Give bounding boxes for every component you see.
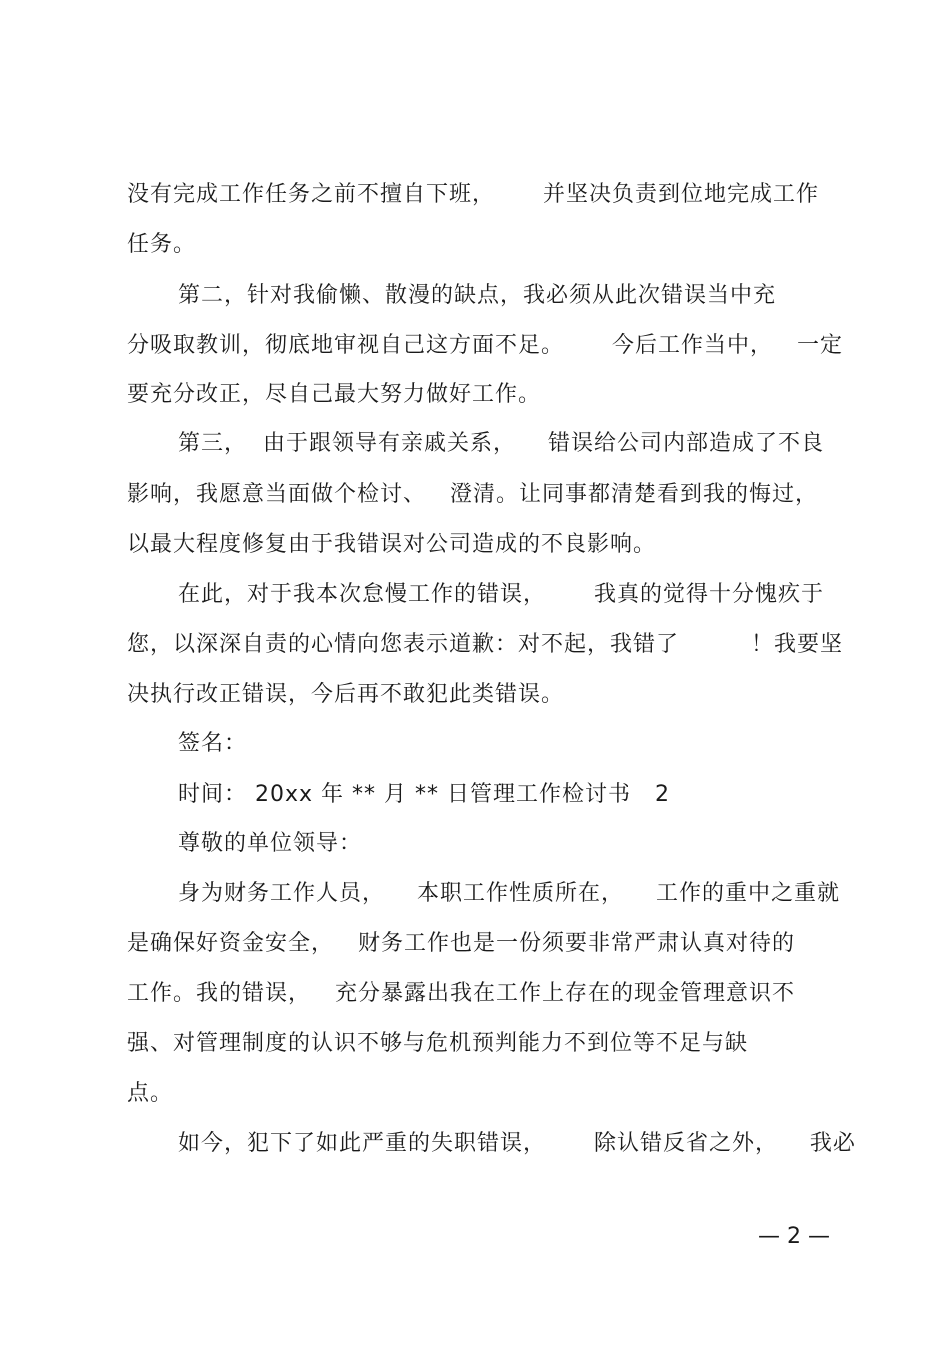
text-line-19: 点。 [127, 1081, 174, 1106]
text-line-4: 分吸取教训，彻底地审视自己这方面不足。 今后工作当中， 一定 [127, 333, 843, 358]
text-line-20: 如今，犯下了如此严重的失职错误， 除认错反省之外， 我必 [178, 1131, 856, 1156]
page-number: — 2 — [758, 1224, 830, 1249]
text-line-5: 要充分改正，尽自己最大努力做好工作。 [127, 382, 542, 407]
text-line-17: 工作。我的错误， 充分暴露出我在工作上存在的现金管理意识不 [127, 981, 795, 1006]
date-line: 时间： 20xx 年 ** 月 ** 日管理工作检讨书 2 [178, 782, 670, 807]
text-line-16: 是确保好资金安全， 财务工作也是一份须要非常严肃认真对待的 [127, 931, 795, 956]
text-line-11: 决执行改正错误，今后再不敢犯此类错误。 [127, 682, 565, 707]
text-line-6: 第三， 由于跟领导有亲戚关系， 错误给公司内部造成了不良 [178, 431, 824, 456]
text-line-3: 第二，针对我偷懒、散漫的缺点，我必须从此次错误当中充 [178, 283, 777, 308]
text-line-1: 没有完成工作任务之前不擅自下班， 并坚决负责到位地完成工作 [127, 182, 819, 207]
text-line-9: 在此，对于我本次怠慢工作的错误， 我真的觉得十分愧疚于 [178, 582, 824, 607]
text-line-7: 影响，我愿意当面做个检讨、 澄清。让同事都清楚看到我的悔过， [127, 482, 818, 507]
text-line-15: 身为财务工作人员， 本职工作性质所在， 工作的重中之重就 [178, 881, 840, 906]
text-line-2: 任务。 [127, 232, 197, 257]
text-line-10: 您，以深深自责的心情向您表示道歉：对不起，我错了 ！我要坚 [127, 632, 843, 657]
text-line-18: 强、对管理制度的认识不够与危机预判能力不到位等不足与缺 [127, 1031, 749, 1056]
salutation: 尊敬的单位领导： [178, 831, 363, 856]
text-line-8: 以最大程度修复由于我错误对公司造成的不良影响。 [127, 532, 657, 557]
signature-label: 签名： [178, 731, 248, 756]
